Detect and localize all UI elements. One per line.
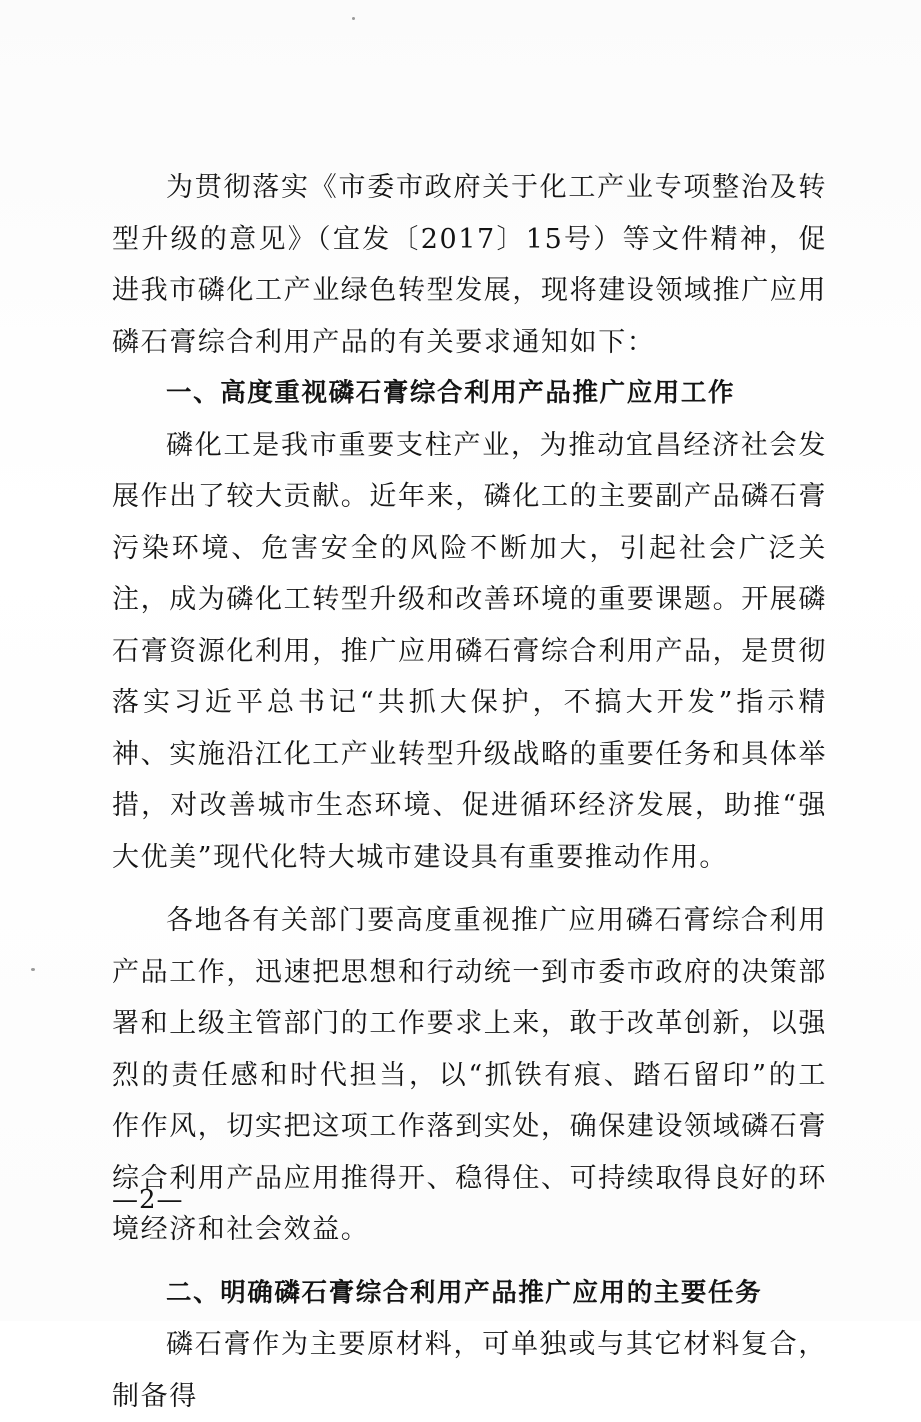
page-number: —2— [112, 1185, 184, 1215]
section-1-paragraph: 磷化工是我市重要支柱产业，为推动宜昌经济社会发展作出了较大贡献。近年来，磷化工的主要副产品磷石膏污染环境、危害安全的风险不断加大，引起社会广泛关注，成为磷化工转型升级和改善环境的重要课题。开展磷石膏资源化利用，推广应用磷石膏综合利用产品，是贯彻落实习近平总书记“共抓大保护，不搞大开发”指示精神、实施沿江化工产业转型升级战略的重要任务和具体举措，对改善城市生态环境、促进循环经济发展，助推“强大优美”现代化特大城市建设具有重要推动作用。 [112, 429, 827, 873]
section-1-heading: 一、高度重视磷石膏综合利用产品推广应用工作 [166, 378, 736, 408]
scan-speck [31, 968, 35, 971]
scan-speck [352, 17, 355, 20]
section-1-paragraph: 各地各有关部门要高度重视推广应用磷石膏综合利用产品工作，迅速把思想和行动统一到市委市政府的决策部署和上级主管部门的工作要求上来，敢于改革创新，以强烈的责任感和时代担当，以“抓铁有痕、踏石留印”的工作作风，切实把这项工作落到实处，确保建设领域磷石膏综合利用产品应用推得开、稳得住、可持续取得良好的环境经济和社会效益。 [112, 905, 827, 1245]
section-2-paragraph: 磷石膏作为主要原材料，可单独或与其它材料复合，制备得 [112, 1329, 827, 1412]
document-body [112, 162, 827, 1422]
section-2-heading: 二、明确磷石膏综合利用产品推广应用的主要任务 [166, 1277, 763, 1308]
intro-paragraph: 为贯彻落实《市委市政府关于化工产业专项整治及转型升级的意见》（宜发〔2017〕15号）等文件精神，促进我市磷化工产业绿色转型发展，现将建设领域推广应用磷石膏综合利用产品的有关要求通知如下： [112, 172, 827, 358]
